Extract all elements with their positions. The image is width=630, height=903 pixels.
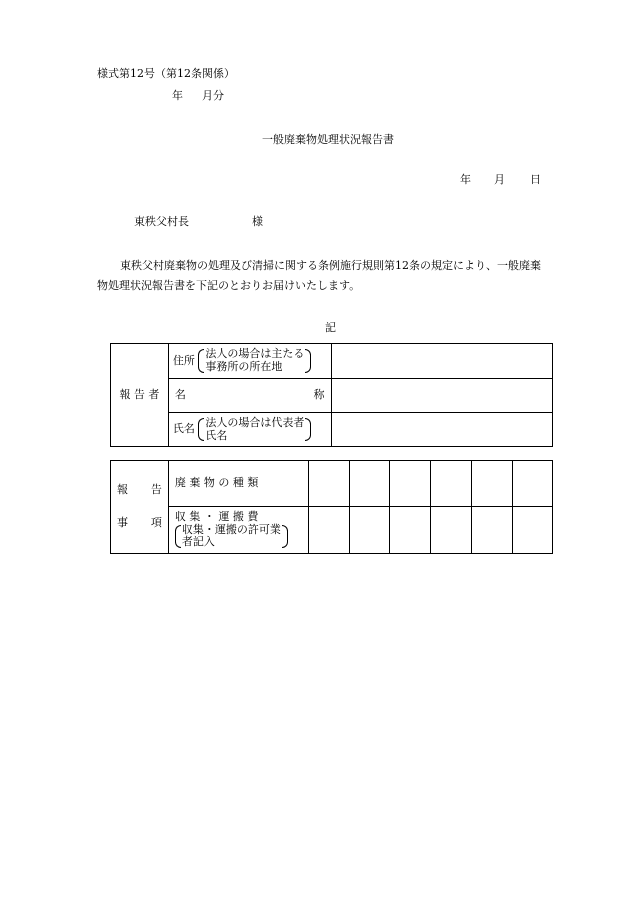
name-label-cell: [168, 379, 331, 413]
transport-cell-5[interactable]: [472, 507, 513, 554]
report-table: [110, 460, 553, 554]
transport-label-cell: [168, 507, 308, 554]
transport-label: 収 集 ・ 運 搬 費: [174, 510, 259, 524]
body-text-line-1: 東秩父村廃棄物の処理及び清掃に関する条例施行規則第12条の規定により、一般廃棄: [120, 259, 541, 272]
reporter-table: [110, 343, 553, 447]
transport-cell-2[interactable]: [349, 507, 390, 554]
name-input[interactable]: [331, 379, 552, 413]
waste-type-cell-5[interactable]: [472, 461, 513, 507]
waste-type-cell-1[interactable]: [308, 461, 349, 507]
report-group-label: 報 告 事 項: [111, 461, 169, 554]
person-label: 氏名: [172, 422, 195, 436]
waste-type-cell-3[interactable]: [390, 461, 431, 507]
addressee-name: 東秩父村長: [134, 215, 189, 228]
waste-type-cell-4[interactable]: [431, 461, 472, 507]
body-text-line-2: 物処理状況報告書を下記のとおりお届けいたします。: [97, 279, 361, 292]
waste-type-cell-2[interactable]: [349, 461, 390, 507]
date-day-label: 日: [530, 173, 541, 186]
name-label-right: 称: [313, 388, 325, 402]
date-year-label: 年: [460, 173, 471, 186]
address-label: 住所: [172, 353, 195, 367]
address-input[interactable]: [331, 344, 552, 379]
person-label-cell: [168, 413, 331, 447]
address-label-cell: [168, 344, 331, 379]
transport-note: 収集・運搬の許可業 者記入: [175, 524, 288, 549]
period-year-label: 年: [172, 89, 183, 102]
period-month-label: 月分: [202, 89, 224, 102]
waste-type-label: 廃 棄 物 の 種 類: [168, 461, 308, 507]
transport-cell-1[interactable]: [308, 507, 349, 554]
person-input[interactable]: [331, 413, 552, 447]
addressee-honorific: 様: [252, 215, 263, 228]
form-number: 様式第12号（第12条関係）: [97, 67, 235, 80]
address-note: 法人の場合は主たる 事務所の所在地: [198, 348, 311, 373]
document-title: 一般廃棄物処理状況報告書: [262, 133, 394, 146]
reporter-group-label: 報 告 者: [111, 344, 169, 447]
person-note: 法人の場合は代表者 氏名: [198, 417, 311, 442]
ki-heading: 記: [325, 321, 336, 334]
name-label-left: 名: [174, 388, 186, 402]
transport-cell-3[interactable]: [390, 507, 431, 554]
transport-cell-6[interactable]: [513, 507, 553, 554]
date-month-label: 月: [494, 173, 505, 186]
waste-type-cell-6[interactable]: [513, 461, 553, 507]
transport-cell-4[interactable]: [431, 507, 472, 554]
